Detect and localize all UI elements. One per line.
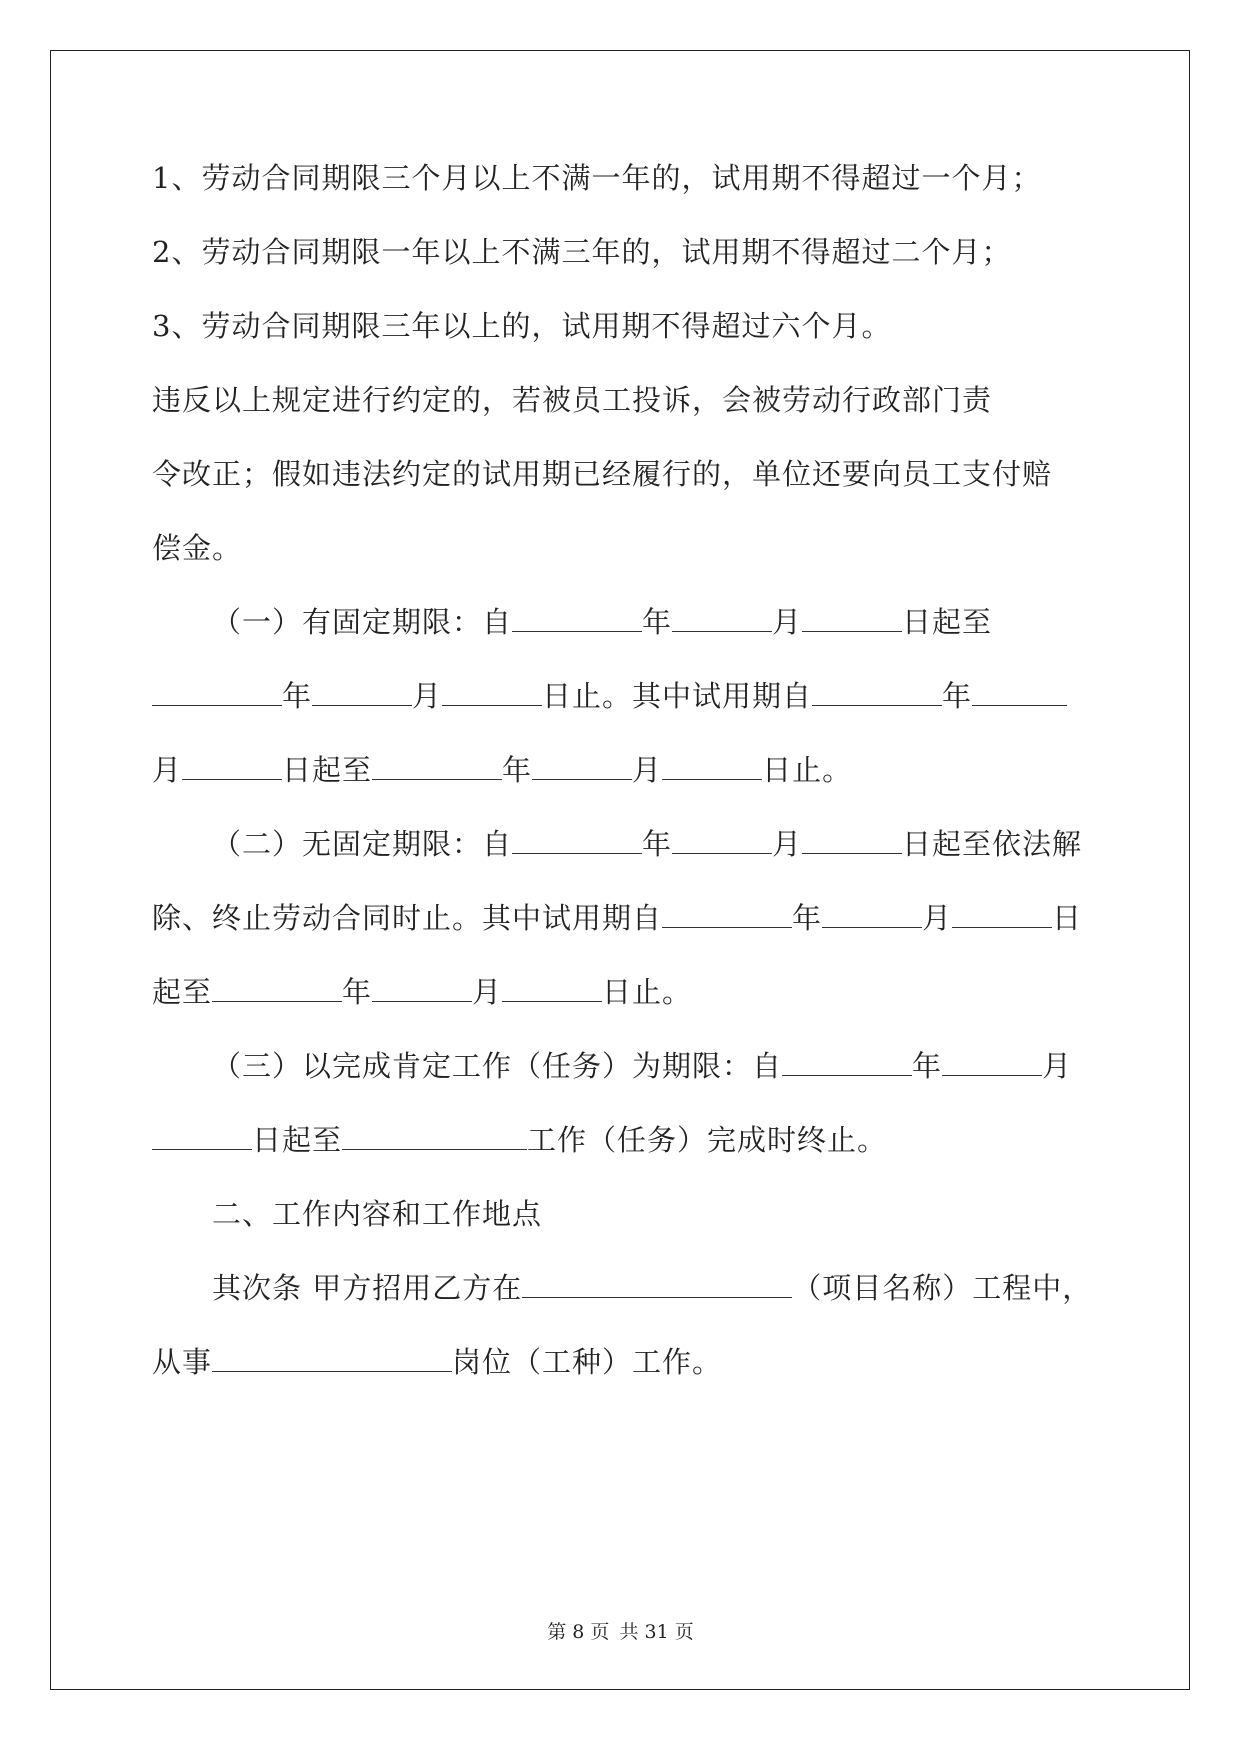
- section-heading-work: [152, 1194, 1082, 1234]
- section-2-line-3: [152, 972, 1082, 1012]
- month-label: 月: [922, 901, 953, 935]
- blank-field[interactable]: [972, 677, 1067, 706]
- blank-field[interactable]: [942, 1047, 1042, 1076]
- blank-field[interactable]: [672, 603, 772, 632]
- paragraph-4-line-3: 偿金。: [152, 531, 243, 565]
- blank-field[interactable]: [802, 603, 902, 632]
- section-2-line-1: [152, 824, 1082, 864]
- page-footer: [0, 1617, 1241, 1644]
- month-label: 月: [152, 753, 183, 787]
- section-3-line-2: [152, 1120, 1082, 1160]
- blank-field[interactable]: [822, 899, 922, 928]
- paragraph-4-line-1: 违反以上规定进行约定的，若被员工投诉，会被劳动行政部门责: [152, 383, 993, 417]
- blank-field[interactable]: [312, 677, 412, 706]
- page-total: 共 31 页: [619, 1621, 694, 1643]
- day-from-label: 日起至: [282, 753, 373, 787]
- paragraph-4-line-2: 令改正；假如违法约定的试用期已经履行的，单位还要向员工支付赔: [152, 457, 1053, 491]
- year-label: 年: [642, 827, 673, 861]
- day-from-label: 日起至: [902, 605, 993, 639]
- section-3-text-e: 工作（任务）完成时终止。: [527, 1123, 888, 1157]
- year-label: 年: [502, 753, 533, 787]
- paragraph-1: 1、劳动合同期限三个月以上不满一年的，试用期不得超过一个月；: [152, 161, 1042, 195]
- blank-field[interactable]: [152, 677, 282, 706]
- position-field[interactable]: [212, 1343, 452, 1372]
- section-1-line-1: [152, 602, 1082, 642]
- paragraph-2: 2、劳动合同期限一年以上不满三年的，试用期不得超过二个月；: [152, 235, 1012, 269]
- section-2-text-d: 日起至依法解: [902, 827, 1083, 861]
- section-2-text-a: （二）无固定期限：自: [212, 827, 513, 861]
- article-2-text-d: 岗位（工种）工作。: [452, 1345, 723, 1379]
- year-label: 年: [792, 901, 823, 935]
- year-label: 年: [642, 605, 673, 639]
- article-2-text-c: 从事: [152, 1345, 213, 1379]
- article-2-text-a: 其次条 甲方招用乙方在: [212, 1271, 523, 1305]
- year-label: 年: [942, 679, 973, 713]
- month-label: 月: [412, 679, 443, 713]
- day-from-label: 日起至: [252, 1123, 343, 1157]
- blank-field[interactable]: [512, 603, 642, 632]
- heading-text: 二、工作内容和工作地点: [212, 1197, 543, 1231]
- article-2-line-1: [152, 1268, 1093, 1308]
- blank-field[interactable]: [502, 973, 602, 1002]
- day-end-label: 日止。: [602, 975, 693, 1009]
- section-1-text-a: （一）有固定期限：自: [212, 605, 513, 639]
- blank-field[interactable]: [662, 751, 762, 780]
- blank-field[interactable]: [372, 751, 502, 780]
- blank-field[interactable]: [342, 1121, 527, 1150]
- section-1-line-3: [152, 750, 1082, 790]
- month-label: 月: [472, 975, 503, 1009]
- section-1-text-g: 日止。其中试用期自: [542, 679, 813, 713]
- month-label: 月: [1042, 1049, 1073, 1083]
- blank-field[interactable]: [672, 825, 772, 854]
- blank-field[interactable]: [212, 973, 342, 1002]
- month-label: 月: [772, 605, 803, 639]
- blank-field[interactable]: [442, 677, 542, 706]
- section-3-line-1: [152, 1046, 1082, 1086]
- year-label: 年: [342, 975, 373, 1009]
- blank-field[interactable]: [182, 751, 282, 780]
- month-label: 月: [772, 827, 803, 861]
- article-2-line-2: [152, 1342, 1082, 1382]
- blank-field[interactable]: [512, 825, 642, 854]
- page-number: 第 8 页: [547, 1621, 610, 1643]
- section-1-line-2: [152, 676, 1082, 716]
- section-2-text-i: 起至: [152, 975, 213, 1009]
- year-label: 年: [282, 679, 313, 713]
- blank-field[interactable]: [662, 899, 792, 928]
- blank-field[interactable]: [532, 751, 632, 780]
- blank-field[interactable]: [372, 973, 472, 1002]
- page-border: [50, 50, 1190, 1690]
- month-label: 月: [632, 753, 663, 787]
- blank-field[interactable]: [802, 825, 902, 854]
- blank-field[interactable]: [952, 899, 1052, 928]
- blank-field[interactable]: [152, 1121, 252, 1150]
- section-2-line-2: [152, 898, 1082, 938]
- section-2-text-e: 除、终止劳动合同时止。其中试用期自: [152, 901, 663, 935]
- paragraph-3: 3、劳动合同期限三年以上的，试用期不得超过六个月。: [152, 309, 892, 343]
- year-label: 年: [912, 1049, 943, 1083]
- blank-field[interactable]: [812, 677, 942, 706]
- section-3-text-a: （三）以完成肯定工作（任务）为期限：自: [212, 1049, 783, 1083]
- day-label: 日: [1052, 901, 1083, 935]
- blank-field[interactable]: [782, 1047, 912, 1076]
- project-name-field[interactable]: [522, 1269, 792, 1298]
- article-2-text-b: （项目名称）工程中，: [792, 1271, 1093, 1305]
- day-end-label: 日止。: [762, 753, 853, 787]
